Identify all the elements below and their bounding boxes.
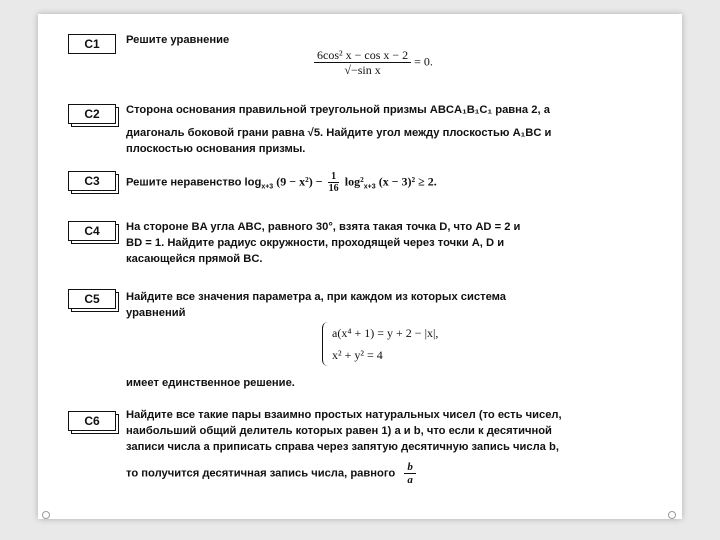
- problem-text: [126, 375, 654, 391]
- text-line: [126, 461, 654, 486]
- problem-statement: Решите неравенство log: [126, 176, 262, 189]
- equation-fraction: [314, 48, 411, 77]
- problem-label: C2: [68, 104, 116, 124]
- fraction: [404, 461, 416, 486]
- fraction-denominator: a: [407, 474, 413, 486]
- fraction-numerator: 1: [328, 171, 339, 183]
- problem-text: [126, 102, 654, 157]
- text-line: Найдите все такие пары взаимно простых натуральных чисел (то есть чисел,: [126, 409, 562, 421]
- text-line: наибольший общий делитель которых равен 1) a и b, что если к десятичной: [126, 425, 552, 437]
- system-brace: [322, 322, 331, 366]
- text-line: уравнений: [126, 307, 186, 319]
- text-line: имеет единственное решение.: [126, 377, 295, 389]
- text-line: Сторона основания правильной треугольной призмы ABCA₁B₁C₁ равна 2, а: [126, 104, 550, 116]
- problem-text: [126, 32, 654, 48]
- text-line: касающейся прямой BC.: [126, 253, 263, 265]
- problem-text: [126, 171, 654, 196]
- problem-label: C5: [68, 289, 116, 309]
- problem-label: C6: [68, 411, 116, 431]
- fraction-denominator: 16: [328, 183, 339, 194]
- corner-ornament: [668, 511, 676, 519]
- corner-ornament: [42, 511, 50, 519]
- system-equation: a(x⁴ + 1) = y + 2 − |x|,: [332, 326, 439, 340]
- text-fragment: то получится десятичная запись числа, равного: [126, 467, 396, 480]
- slide-page: [38, 14, 682, 519]
- text-line: BD = 1. Найдите радиус окружности, проходящей через точки A, D и: [126, 237, 505, 249]
- problem-label: C1: [68, 34, 116, 54]
- text-line: плоскостью основания призмы.: [126, 143, 306, 155]
- equation: [314, 48, 433, 77]
- fraction-numerator: b: [404, 461, 416, 474]
- log-base: x+3: [261, 183, 274, 191]
- equation-rhs: = 0.: [414, 54, 433, 69]
- formula-part: (9 − x²) −: [276, 174, 323, 189]
- problem-text: [126, 407, 654, 486]
- equation-system: [332, 322, 438, 366]
- system-equation: x² + y² = 4: [332, 348, 383, 362]
- text-line: Найдите все значения параметра a, при каждом из которых система: [126, 291, 506, 303]
- problem-label: C3: [68, 171, 116, 191]
- fraction-denominator: √−sin x: [344, 63, 381, 77]
- text-line: диагональ боковой грани равна √5. Найдите угол между плоскостью A₁BC и: [126, 127, 552, 139]
- problem-statement: Решите уравнение: [126, 34, 230, 46]
- problem-text: [126, 219, 654, 267]
- problem-label: C4: [68, 221, 116, 241]
- log-base: x+3: [363, 183, 376, 191]
- fraction: [326, 171, 342, 194]
- fraction-numerator: 6cos² x − cos x − 2: [314, 48, 411, 63]
- problem-text: [126, 289, 654, 321]
- formula-part: (x − 3)² ≥ 2.: [378, 174, 437, 189]
- formula-part: log²: [344, 174, 364, 189]
- text-line: записи числа a приписать справа через запятую десятичную запись числа b,: [126, 441, 559, 453]
- text-line: На стороне BA угла ABC, равного 30°, взята такая точка D, что AD = 2 и: [126, 221, 521, 233]
